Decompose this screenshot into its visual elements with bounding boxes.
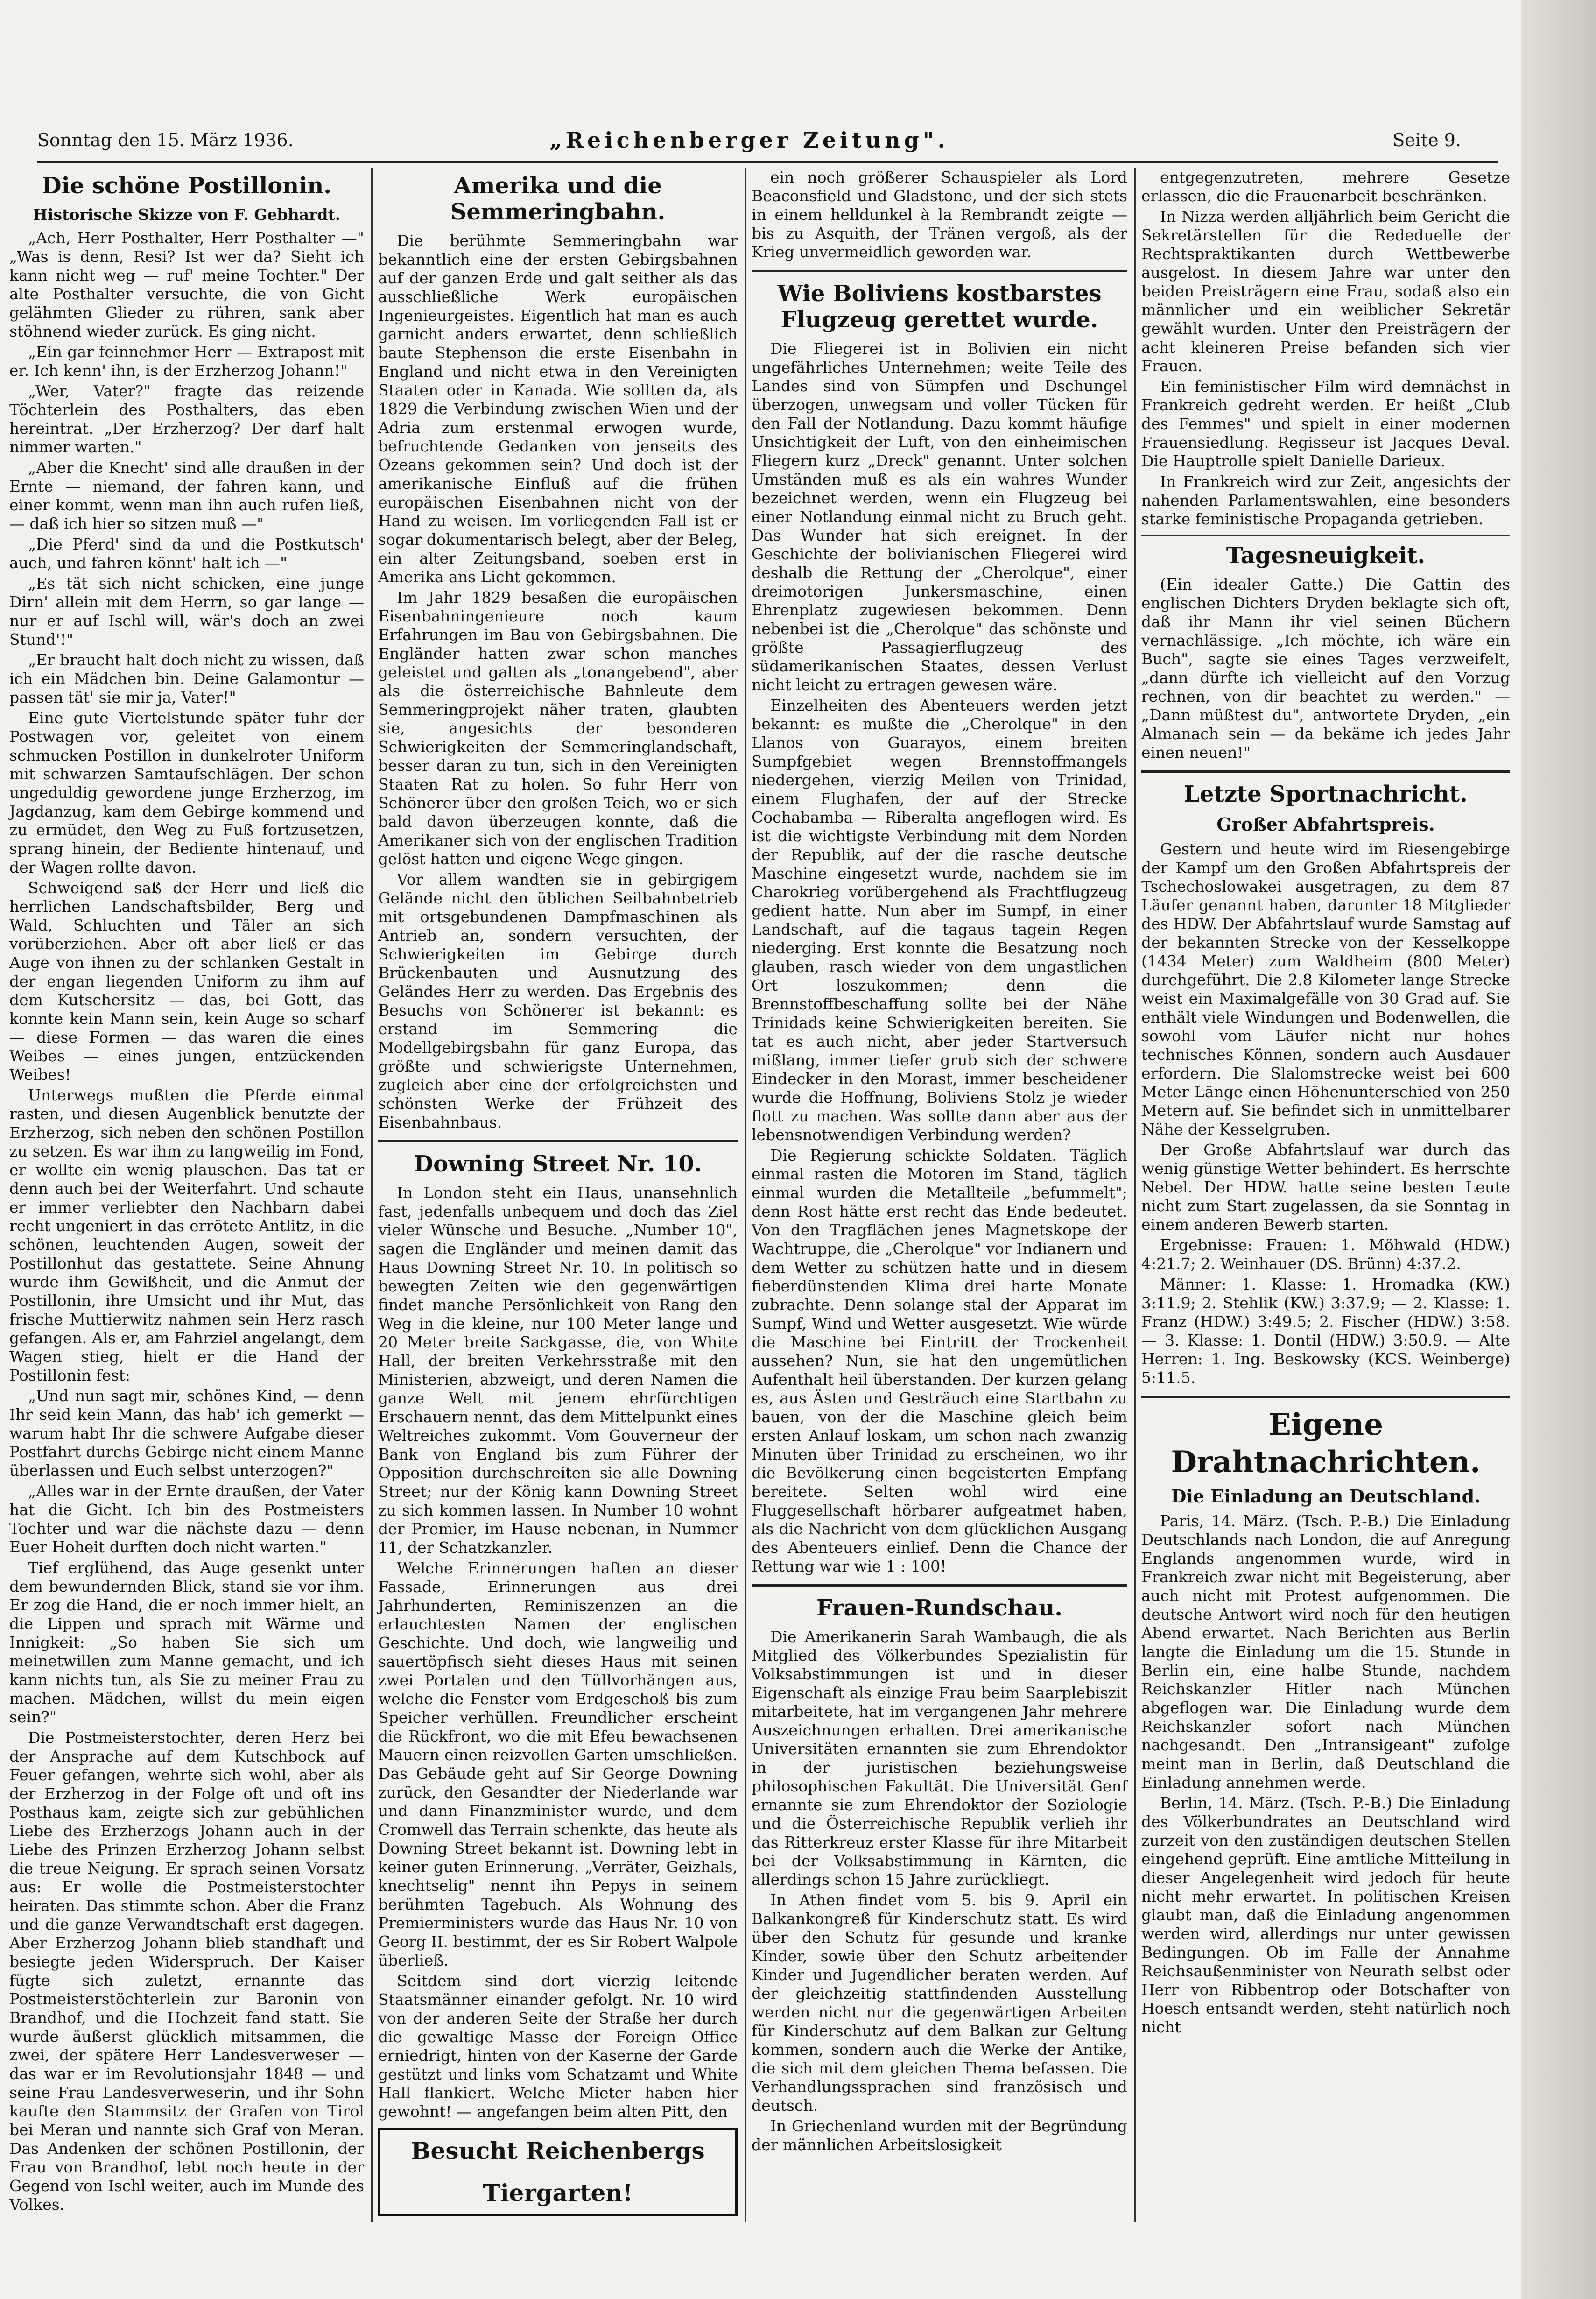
paragraph: Gestern und heute wird im Riesengebirge der Kampf um den Großen Abfahrtspreis der Tschechoslowakei ausgetragen, zu dem 87 Läufer genannt haben, darunter 18 Mitglieder des HDW. Der Abfahrtslauf wurde Samstag auf der bekannten Strecke von der Kesselkoppe (1434 Meter) zum Waldheim (800 Meter) durchgeführt. Die 2.8 Kilometer lange Strecke weist ein Maximalgefälle von 30 Grad auf. Sie enthält viele Windungen und Bodenwellen, die sowohl vom Läufer nicht nur hohes technisches Können, sondern auch Ausdauer erfordern. Die Slalomstrecke weist bei 600 Meter Länge einen Höhenunterschied von 250 Metern auf. Sie befindet sich in unmittelbarer Nähe der Kesselgruben.: [1141, 840, 1510, 1138]
paragraph: Vor allem wandten sie in gebirgigem Gelände nicht den üblichen Seilbahnbetrieb mit ortsgebundenen Dampfmaschinen als Antrieb an, sondern versuchten, der Schwierigkeiten im Gebirge durch Brückenbauten und Ausnutzung des Geländes Herr zu werden. Das Ergebnis des Besuchs von Schönerer ist bekannt: es erstand im Semmering die Modellgebirgsbahn für ganz Europa, das größte und schwierigste Unternehmen, zugleich aber eine der erfolgreichsten und schönsten Werke der Frühzeit des Eisenbahnbaus.: [378, 870, 738, 1131]
column-1: [9, 168, 364, 2214]
paragraph: Die Postmeisterstochter, deren Herz bei der Ansprache auf dem Kutschbock auf Feuer gefangen, wehrte sich wohl, aber als der Erzherzog in der Folge oft und oft ins Posthaus kam, zeigte sich zur gebühlichen Liebe des Erzherzogs Johann auch in der Liebe des Prinzen Erzherzog Johann selbst die treue Neigung. Er sprach seinen Vorsatz aus: Er wolle die Postmeisterstochter heiraten. Das stimmte schon. Aber die Franz und die ganze Verwandtschaft erst dagegen. Aber Erzherzog Johann blieb standhaft und besiegte jeden Widerspruch. Der Kaiser fügte sich zuletzt, ernannte das Postmeisterstöchterlein zur Baronin von Brandhof, und die Hochzeit fand statt. Sie wurde äußerst glücklich mitsammen, die zwei, der spätere Herr Landesverweser — das war er im Revolutionsjahr 1848 — und seine Frau Landesverweserin, und ihr Sohn kaufte den Stammsitz der Grafen von Tirol bei Meran und nannte sich Graf von Meran. Das Andenken der schönen Postillonin, der Frau von Brandhof, lebt noch heute in der Gegend von Ischl weiter, auch im Munde des Volkes.: [9, 1728, 364, 2214]
section-divider: [752, 1584, 1127, 1587]
article-body: [1141, 168, 1510, 529]
paragraph: Ein feministischer Film wird demnächst in Frankreich gedreht werden. Er heißt „Club des Femmes" und spielt in einer modernen Frauensiedlung. Regisseur ist Jacques Deval. Die Hauptrolle spielt Danielle Darieux.: [1141, 377, 1510, 470]
paragraph: Einzelheiten des Abenteuers werden jetzt bekannt: es mußte die „Cherolque" in den Llanos von Guarayos, einem breiten Sumpfgebiet wegen Brennstoffmangels niedergehen, vierzig Meilen von Trinidad, einem Flughafen, der auf der Strecke Cochabamba — Riberalta angeflogen wird. Es ist die wichtigste Verbindung mit dem Norden der Republik, auf der die rasche deutsche Maschine eingesetzt wurde, nachdem sie im Charokrieg vorübergehend als Frachtflugzeug gedient hatte. Nun aber im Sumpf, in einer Landschaft, auf die tagaus tagein Regen niederging. Erst konnte die Besatzung noch glauben, rasch wieder von dem ungastlichen Ort loszukommen; denn die Brennstoffbeschaffung sollte bei der Nähe Trinidads keine Schwierigkeiten bereiten. Sie tat es auch nicht, aber jeder Startversuch mißlang, immer tiefer grub sich der schwere Eindecker in den Morast, immer bescheidener wurde die Hoffnung, Boliviens Stolz je wieder flott zu machen. Was sollte dann aber aus der lebensnotwendigen Verbindung werden?: [752, 696, 1127, 1144]
article-body: [378, 1184, 738, 2121]
article-title: Tagesneuigkeit.: [1226, 543, 1426, 569]
paragraph: „Alles war in der Ernte draußen, der Vater hat die Gicht. Ich bin des Postmeisters Tochter und war die nächste dazu — denn Euer Hoheit durften doch nicht warten.": [9, 1482, 364, 1556]
article-title: Letzte Sportnachricht.: [1184, 781, 1468, 807]
paragraph: In London steht ein Haus, unansehnlich fast, jedenfalls unbequem und doch das Ziel vieler Wünsche und Besuche. „Number 10", sagen die Engländer und meinen damit das Haus Downing Street Nr. 10. In politisch so bewegten Zeiten wie den gegenwärtigen findet manche Persönlichkeit von Rang den Weg in die kleine, nur 100 Meter lange und 20 Meter breite Sackgasse, die, von White Hall, der breiten Verkehrsstraße mit den Ministerien, abzweigt, und deren Namen die ganze Welt mit jenem ehrfürchtigen Erschauern nennt, das dem Mittelpunkt eines Weltreiches zukommt. Vom Gouverneur der Bank von England bis zum Führer der Opposition durchschreiten sie alle Downing Street; nur der König kann Downing Street zu sich kommen lassen. In Number 10 wohnt der Premier, im Hause nebenan, in Nummer 11, der Schatzkanzler.: [378, 1184, 738, 1557]
paragraph: „Es tät sich nicht schicken, eine junge Dirn' allein mit dem Herrn, so gar lange — nur er auf Ischl will, wär's doch an zwei Stund'!": [9, 574, 364, 649]
article-title: Frauen-Rundschau.: [816, 1595, 1062, 1621]
newspaper-title: „Reichenberger Zeitung".: [549, 127, 949, 153]
paragraph: In Nizza werden alljährlich beim Gericht die Sekretärstellen für die Rededuelle der Rechtspraktikanten durch Wettbewerbe ausgelost. In diesem Jahre war unter den beiden Preisträgern eine Frau, sodaß also ein männlicher und ein weiblicher Sekretär gewählt wurden. Unter den Preisträgern der acht kleineren Preise befanden sich vier Frauen.: [1141, 207, 1510, 375]
article-body: [1141, 840, 1510, 1387]
column-4: [1141, 168, 1510, 2176]
paragraph: Schweigend saß der Herr und ließ die herrlichen Landschaftsbilder, Berg und Wald, Schluchten und Täler an sich vorüberziehen. Aber oft aber ließ er das Auge von ihnen zu der schlanken Gestalt in der engan liegenden Uniform zu ihm auf dem Kutschersitz — das, bei Gott, das konnte kein Mann sein, kein Auge so scharf — diese Formen — das waren die eines Weibes — eines jungen, entzückenden Weibes!: [9, 879, 364, 1084]
paragraph: Paris, 14. März. (Tsch. P.-B.) Die Einladung Deutschlands nach London, die auf Anregung Englands angenommen wurde, wird in Frankreich zwar nicht mit Begeisterung, aber auch nicht mit Protest aufgenommen. Die deutsche Antwort wird noch für den heutigen Abend erwartet. Nach Berichten aus Berlin langte die Einladung um die 15. Stunde in Berlin ein, eine halbe Stunde, nachdem Reichskanzler Hitler nach München abgeflogen war. Die Einladung wurde dem Reichskanzler sofort nach München nachgesandt. Den „Intransigeant" zufolge meint man in Berlin, daß Deutschland die Einladung annehmen werde.: [1141, 1512, 1510, 1791]
section-divider: [1141, 535, 1510, 536]
paragraph: Unterwegs mußten die Pferde einmal rasten, und diesen Augenblick benutzte der Erzherzog, sich neben den schönen Postillon zu setzen. Es war ihm zu langweilig im Fond, er wollte ein wenig plauschen. Das tat er denn auch bei der Weiterfahrt. Und schaute er immer verliebter den Nachbarn dabei recht ungeniert in das errötete Antlitz, in die schönen, leuchtenden Augen, soweit der Postillonhut das gestattete. Seine Ahnung wurde ihm Gewißheit, und die Anmut der Postillonin, ihre Umsicht und ihr Mut, das frische Muttierwitz nahmen sein Herz rasch gefangen. Als er, am Fahrziel angelangt, dem Wagen stieg, hielt er die Hand der Postillonin fest:: [9, 1086, 364, 1384]
page-number: Seite 9.: [1392, 130, 1461, 150]
section-banner: Eigene Drahtnachrichten.: [1171, 1407, 1481, 1480]
header-rule: [37, 161, 1498, 163]
paragraph: „Die Pferd' sind da und die Postkutsch' auch, und fahren könnt' halt ich —": [9, 535, 364, 572]
paragraph: „Wer, Vater?" fragte das reizende Töchterlein des Posthalters, das eben hereintrat. „Der Erzherzog? Der darf halt nimmer warten.": [9, 382, 364, 456]
section-divider: [752, 270, 1127, 272]
article-title: Downing Street Nr. 10.: [414, 1151, 702, 1177]
article-body: [752, 168, 1127, 261]
paragraph: „Und nun sagt mir, schönes Kind, — denn Ihr seid kein Mann, das hab' ich gemerkt — warum habt Ihr die schwere Aufgabe dieser Postfahrt durchs Gebirge nicht einem Manne überlassen und Euch selbst unterzogen?": [9, 1387, 364, 1480]
article-title: Amerika und die Semmeringbahn.: [450, 173, 666, 225]
column-divider: [1134, 168, 1136, 2222]
paragraph: „Aber die Knecht' sind alle draußen in der Ernte — niemand, der fahren kann, und einer kommt, wenn man ihn auch rufen ließ, — daß ich hier so sitzen muß —": [9, 458, 364, 533]
section-divider: [1141, 770, 1510, 773]
section-divider: [1141, 1396, 1510, 1398]
article-subtitle: Großer Abfahrtspreis.: [1216, 814, 1435, 835]
paragraph: Männer: 1. Klasse: 1. Hromadka (KW.) 3:11.9; 2. Stehlik (KW.) 3:37.9; — 2. Klasse: 1. Franz (HDW.) 3:49.5; 2. Fischer (HDW.) 3:58. — 3. Klasse: 1. Dontil (HDW.) 3:50.9. — Alte Herren: 1. Ing. Beskowsky (KCS. Weinberge) 5:11.5.: [1141, 1275, 1510, 1387]
paragraph: „Ein gar feinnehmer Herr — Extrapost mit er. Ich kenn' ihn, is der Erzherzog Johann!": [9, 343, 364, 380]
paragraph: Die Amerikanerin Sarah Wambaugh, die als Mitglied des Völkerbundes Spezialistin für Volksabstimmungen ist und in dieser Eigenschaft als einzige Frau beim Saarplebiszit mitarbeitete, hat im vergangenen Jahr mehrere Auszeichnungen erhalten. Drei amerikanische Universitäten ernannten sie zum Ehrendoktor in der juristischen beziehungsweise philosophischen Fakultät. Die Universität Genf ernannte sie zum Ehrendoktor der Soziologie und die Österreichische Republik verlieh ihr das Ritterkreuz erster Klasse für ihre Mitarbeit bei der Volksabstimmung in Kärnten, die allerdings schon 15 Jahre zurückliegt.: [752, 1628, 1127, 1889]
column-3: [752, 168, 1127, 2176]
article-body: [752, 339, 1127, 1576]
article-body: [752, 1628, 1127, 2154]
article-body: [1141, 575, 1510, 762]
paragraph: Berlin, 14. März. (Tsch. P.-B.) Die Einladung des Völkerbundrates an Deutschland wird zurzeit von den zuständigen deutschen Stellen eingehend geprüft. Eine amtliche Mitteilung in dieser Angelegenheit wird jedoch für heute nicht mehr erwartet. In politischen Kreisen glaubt man, daß die Einladung angenommen werden wird, allerdings nur unter gewissen Bedingungen. Ob im Falle der Annahme Reichsaußenminister von Neurath selbst oder Herr von Ribbentrop oder Botschafter von Hoesch entsandt werden, steht natürlich noch nicht: [1141, 1794, 1510, 2036]
paragraph: Die Regierung schickte Soldaten. Täglich einmal rasten die Motoren im Stand, täglich einmal wurden die Metallteile „befummelt"; denn Rost hätte erst recht das Ende bedeutet. Von den Tragflächen jenes Magnetskope der Wachtruppe, die „Cherolque" vor Indianern und dem Wetter zu schützen hatte und in diesem fieberdünstenden Klima drei harte Monate zubrachte. Denn solange stal der Apparat im Sumpf, Wind und Wetter ausgesetzt. Wie würde die Maschine bei Eintritt der Trockenheit aussehen? Nun, sie hat den ungemütlichen Aufenthalt heil überstanden. Der kurzen gelang es, aus Ästen und Gesträuch eine Startbahn zu bauen, von der die Maschine gleich beim ersten Anlauf loskam, um schon nach zwanzig Minuten über Trinidad zu erscheinen, wo ihr die Bevölkerung einen begeisterten Empfang bereitete. Selten wohl wird eine Fluggesellschaft hörbarer aufgeatmet haben, als die Nachricht von dem glücklichen Ausgang des Abenteuers einlief. Denn die Chance der Rettung war wie 1 : 100!: [752, 1146, 1127, 1575]
column-divider: [745, 168, 746, 2222]
paragraph: ein noch größerer Schauspieler als Lord Beaconsfield und Gladstone, und der sich stets in einem helldunkel à la Rembrandt zeigte — bis zu Asquith, der Tränen vergoß, als der Krieg unvermeidlich geworden war.: [752, 168, 1127, 261]
paragraph: Die berühmte Semmeringbahn war bekanntlich eine der ersten Gebirgsbahnen auf der ganzen Erde und galt seither als das ausschließliche Werk europäischen Ingenieurgeistes. Eigentlich hat man es auch garnicht anders erwartet, denn schließlich baute Stephenson die erste Eisenbahn in England und nicht etwa in den Vereinigten Staaten oder in Kanada. Wie sollten da, als 1829 die Verbindung zwischen Wien und der Adria zum erstenmal erwogen wurde, befruchtende Gedanken von jenseits des Ozeans gekommen sein? Und doch ist der amerikanische Einfluß auf die frühen europäischen Eisenbahnen nicht von der Hand zu weisen. Im vorliegenden Fall ist er sogar dokumentarisch belegt, aber der Beleg, ein alter Zeitungsband, soeben erst in Amerika ans Licht gekommen.: [378, 232, 738, 586]
paragraph: In Frankreich wird zur Zeit, angesichts der nahenden Parlamentswahlen, eine besonders starke feministische Propaganda getrieben.: [1141, 472, 1510, 528]
paragraph: (Ein idealer Gatte.) Die Gattin des englischen Dichters Dryden beklagte sich oft, daß ihr Mann ihr viel seinen Büchern vernachlässige. „Ich möchte, ich wäre ein Buch", sagte sie eines Tages verzweifelt, „dann dürfte ich vielleicht auf den Vorzug rechnen, von dir beachtet zu werden." — „Dann müßtest du", antwortete Dryden, „ein Almanach sein — da bekäme ich jedes Jahr einen neuen!": [1141, 575, 1510, 762]
paragraph: In Griechenland wurden mit der Begründung der männlichen Arbeitslosigkeit: [752, 2117, 1127, 2154]
article-body: [9, 229, 364, 2214]
page-header: [37, 126, 1461, 154]
article-title: Die schöne Postillonin.: [42, 173, 331, 199]
article-body: [1141, 1512, 1510, 2037]
paragraph: In Athen findet vom 5. bis 9. April ein Balkankongreß für Kinderschutz statt. Es wird über den Schutz für gesunde und kranke Kinder, sowie über den Schutz arbeitender Kinder und Jugendlicher beraten werden. Auf der gleichzeitig stattfindenden Ausstellung werden nicht nur die gegenwärtigen Arbeiten für Kinderschutz auf dem Balkan zur Geltung kommen, sondern auch die Werke der Antike, die sich mit dem gleichen Thema befassen. Die Verhandlungssprachen sind französisch und deutsch.: [752, 1891, 1127, 2115]
issue-date: Sonntag den 15. März 1936.: [37, 130, 294, 150]
section-divider: [378, 1140, 738, 1142]
page-edge-shadow: [1521, 0, 1596, 2299]
article-body: [378, 232, 738, 1132]
paragraph: Eine gute Viertelstunde später fuhr der Postwagen vor, geleitet von einem schmucken Postillon in dunkelroter Uniform mit schwarzen Samtaufschlägen. Der schon ungeduldig gewordene junge Erzherzog, im Jagdanzug, kam dem Gebirge kommend und zu ermüdet, den Weg zu Fuß fortzusetzen, sprang hinein, der Bediente hintenauf, und der Wagen rollte davon.: [9, 709, 364, 876]
paragraph: Der Große Abfahrtslauf war durch das wenig günstige Wetter behindert. Es herrschte Nebel. Der HDW. hatte seine besten Leute nicht zum Start zugelassen, da sie Sonntag in einem anderen Bewerb starten.: [1141, 1141, 1510, 1234]
article-byline: Historische Skizze von F. Gebhardt.: [33, 205, 341, 224]
paragraph: Ergebnisse: Frauen: 1. Möhwald (HDW.) 4:21.7; 2. Weinhauer (DS. Brünn) 4:37.2.: [1141, 1236, 1510, 1273]
paragraph: Seitdem sind dort vierzig leitende Staatsmänner einander gefolgt. Nr. 10 wird von der anderen Seite der Straße her durch die gewaltige Masse der Foreign Office erniedrigt, hinten von der Kaserne der Garde gestützt und links vom Schatzamt und White Hall flankiert. Welche Mieter haben hier gewohnt! — angefangen beim alten Pitt, den: [378, 1972, 738, 2121]
column-2: [378, 168, 738, 2207]
article-subtitle: Die Einladung an Deutschland.: [1171, 1486, 1481, 1507]
paragraph: Tief erglühend, das Auge gesenkt unter dem bewundernden Blick, stand sie vor ihm. Er zog die Hand, die er noch immer hielt, an die Lippen und sprach mit Wärme und Innigkeit: „So haben Sie sich um meinetwillen zum Manne gemacht, und ich kann nichts tun, als Sie zu meiner Frau zu machen. Mädchen, willst du mein eigen sein?": [9, 1559, 364, 1726]
column-divider: [371, 168, 373, 2222]
paragraph: Die Fliegerei ist in Bolivien ein nicht ungefährliches Unternehmen; weite Teile des Landes sind von Sümpfen und Dschungel überzogen, unwegsam und voller Tücken für den Fall der Notlandung. Dazu kommt häufige Unsichtigkeit der Luft, von den einheimischen Fliegern kurz „Dreck" genannt. Unter solchen Umständen muß es als ein wahres Wunder bezeichnet werden, wenn ein Flugzeug bei einer Notlandung einmal nicht zu Bruch geht. Das Wunder hat sich ereignet. In der Geschichte der bolivianischen Fliegerei wird deshalb die Rettung der „Cherolque", einer dreimotorigen Junkersmaschine, einen Ehrenplatz zugewiesen bekommen. Denn nebenbei ist die „Cherolque" das schönste und größte Passagierflugzeug des südamerikanischen Staates, dessen Verlust nicht leicht zu ertragen gewesen wäre.: [752, 339, 1127, 694]
paragraph: Welche Erinnerungen haften an dieser Fassade, Erinnerungen aus drei Jahrhunderten, Reminiszenzen an die erlauchtesten Namen der englischen Geschichte. Und doch, wie langweilig und sauertöpfisch sieht dieses Haus mit seinen zwei Portalen und den Tüllvorhängen aus, welche die Fenster vom Erdgeschoß bis zum Speicher verhüllen. Freundlicher erscheint die Rückfront, wo die mit Efeu bewachsenen Mauern einen reizvollen Garten umschließen. Das Gebäude geht auf Sir George Downing zurück, den Gesandter der Niederlande war und dann Finanzminister wurde, und dem Cromwell das Terrain schenkte, das heute als Downing Street bekannt ist. Downing lebt in keiner guten Erinnerung. „Verräter, Geizhals, knechtselig" nennt ihn Pepys in seinem berühmten Tagebuch. Als Wohnung des Premierministers wurde das Haus Nr. 10 von Georg II. bestimmt, der es Sir Robert Walpole überließ.: [378, 1559, 738, 1969]
advertisement-banner: Besucht Reichenbergs Tiergarten!: [378, 2128, 738, 2216]
paragraph: „Er braucht halt doch nicht zu wissen, daß ich ein Mädchen bin. Deine Galamontur — passen tät' sie mir ja, Vater!": [9, 651, 364, 706]
paragraph: „Ach, Herr Posthalter, Herr Posthalter —" „Was is denn, Resi? Ist wer da? Sieht ich kann nicht weg — ruf' meine Tochter." Der alte Posthalter versuchte, die von Gicht gelähmten Glieder zu rühren, sank aber stöhnend wieder zurück. Es ging nicht.: [9, 229, 364, 340]
article-title: Wie Boliviens kostbarstes Flugzeug gerettet wurde.: [777, 281, 1102, 333]
paragraph: entgegenzutreten, mehrere Gesetze erlassen, die die Frauenarbeit beschränken.: [1141, 168, 1510, 205]
paragraph: Im Jahr 1829 besaßen die europäischen Eisenbahningenieure noch kaum Erfahrungen im Bau von Gebirgsbahnen. Die Engländer hatten zwar schon manches geleistet und galten als „tonangebend", aber als die österreichische Bahnleute dem Semmeringprojekt näher traten, glaubten sie, angesichts der besonderen Schwierigkeiten der Semmeringlandschaft, besser daran zu tun, sich in den Vereinigten Staaten Rat zu holen. So fuhr Herr von Schönerer über den großen Teich, wo er sich bald davon überzeugen konnte, daß die Amerikaner sich von der englischen Tradition gelöst hatten und eigene Wege gingen.: [378, 588, 738, 868]
